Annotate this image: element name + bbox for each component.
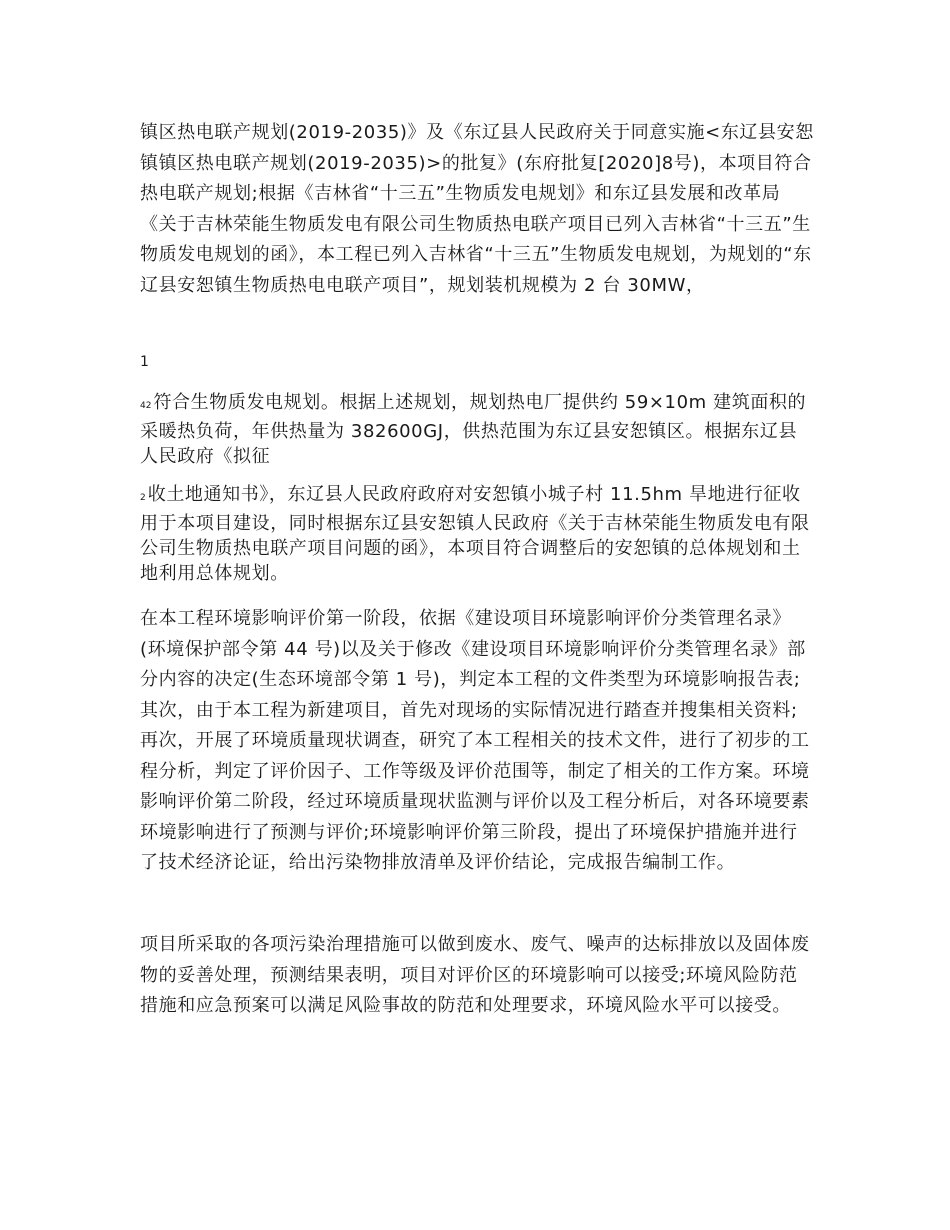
paragraph-eia-process: 在本工程环境影响评价第一阶段，依据《建设项目环境影响评价分类管理名录》(环境保护部令第 44 号)以及关于修改《建设项目环境影响评价分类管理名录》部分内容的决定(生态环境部令第 1 号)，判定本工程的文件类型为环境影响报告表;其次，由于本工程为新建项目，首先对现场的实际情况进行踏查并搜集相关资料;再次，开展了环境质量现状调查，研究了本工程相关的技术文件，进行了初步的工程分析，判定了评价因子、工作等级及评价范围等，制定了相关的工作方案。环境影响评价第二阶段，经过环境质量现状监测与评价以及工程分析后，对各环境要素环境影响进行了预测与评价;环境影响评价第三阶段，提出了环境保护措施并进行了技术经济论证，给出污染物排放清单及评价结论，完成报告编制工作。 — [140, 608, 810, 873]
paragraph-planning: 镇区热电联产规划(2019-2035)》及《东辽县人民政府关于同意实施<东辽县安恕镇镇区热电联产规划(2019-2035)>的批复》(东府批复[2020]8号)，本项目符合热电联产规划;根据《吉林省“十三五”生物质发电规划》和东辽县发展和改革局《关于吉林荣能生物质发电有限公司生物质热电联产项目已列入吉林省“十三五”生物质发电规划的函》，本工程已列入吉林省“十三五”生物质发电规划，为规划的“东辽县安恕镇生物质热电电联产项目”，规划装机规模为 2 台 30MW， — [140, 122, 814, 296]
paragraph-conclusion: 项目所采取的各项污染治理措施可以做到废水、废气、噪声的达标排放以及固体废物的妥善处理，预测结果表明，项目对评价区的环境影响可以接受;环境风险防范措施和应急预案可以满足风险事故的防范和处理要求，环境风险水平可以接受。 — [140, 934, 810, 1016]
superscript-marker: 2 — [140, 493, 146, 503]
paragraph-land-use — [140, 482, 815, 586]
page-number: 1 — [140, 354, 149, 370]
paragraph-heat-supply — [140, 390, 815, 469]
superscript-marker: 42 — [140, 401, 152, 411]
paragraph-text: 收土地通知书》，东辽县人民政府政府对安恕镇小城子村 11.5hm 旱地进行征收用于本项目建设，同时根据东辽县安恕镇人民政府《关于吉林荣能生物质发电有限公司生物质热电联产项目问题的函》，本项目符合调整后的安恕镇的总体规划和土地利用总体规划。 — [140, 484, 810, 584]
paragraph-text: 符合生物质发电规划。根据上述规划，规划热电厂提供约 59×10m 建筑面积的采暖热负荷，年供热量为 382600GJ，供热范围为东辽县安恕镇区。根据东辽县人民政府《拟征 — [140, 392, 807, 467]
